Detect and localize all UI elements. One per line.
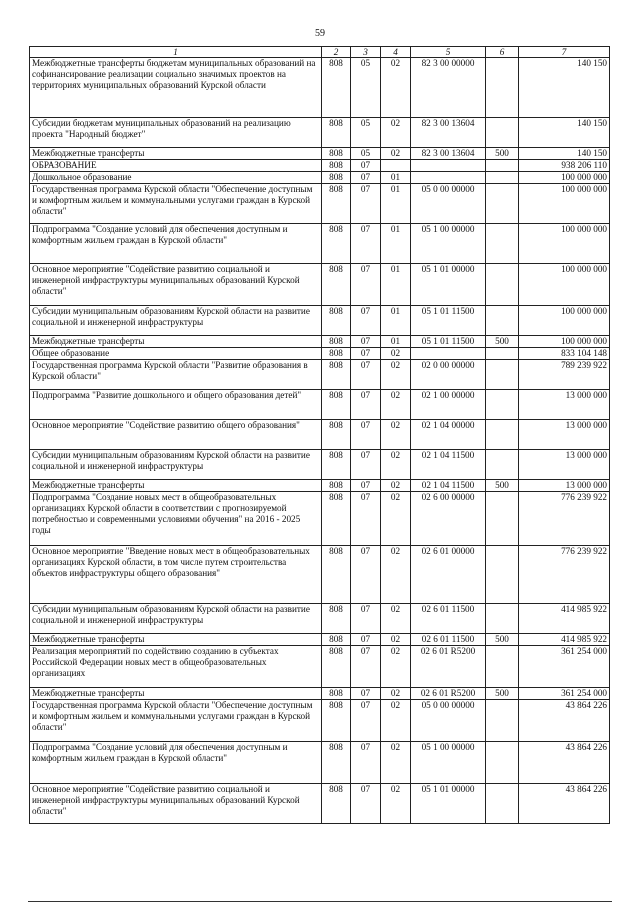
row-pr: 02 [381,700,411,742]
budget-table [29,46,610,824]
row-pr: 02 [381,742,411,784]
row-csr: 05 0 00 00000 [411,700,486,742]
row-sum: 414 985 922 [519,634,610,646]
row-name: Государственная программа Курской области "Обеспечение доступным и комфортным жильем и коммунальными услугами граждан в Курской области" [30,700,322,742]
row-gr: 808 [322,784,351,824]
row-sum: 100 000 000 [519,224,610,264]
row-rz: 07 [351,784,381,824]
row-pr: 02 [381,784,411,824]
row-sum: 43 864 226 [519,784,610,824]
row-rz: 07 [351,224,381,264]
row-pr: 02 [381,348,411,360]
header-row [30,47,610,58]
row-csr: 05 1 00 00000 [411,742,486,784]
row-csr: 05 1 01 11500 [411,336,486,348]
row-rz: 07 [351,336,381,348]
row-csr: 02 1 00 00000 [411,390,486,420]
table-row [30,420,610,450]
row-gr: 808 [322,420,351,450]
row-gr: 808 [322,604,351,634]
row-name: Субсидии муниципальным образованиям Курской области на развитие социальной и инженерной инфраструктуры [30,450,322,480]
row-pr: 02 [381,450,411,480]
row-gr: 808 [322,118,351,148]
header-cell: 6 [486,47,519,58]
row-pr: 02 [381,492,411,546]
row-sum: 43 864 226 [519,742,610,784]
row-gr: 808 [322,450,351,480]
table-row [30,148,610,160]
row-pr: 02 [381,390,411,420]
row-name: Общее образование [30,348,322,360]
row-vr: 500 [486,688,519,700]
row-pr: 01 [381,306,411,336]
row-sum: 100 000 000 [519,264,610,306]
row-rz: 07 [351,420,381,450]
row-vr [486,58,519,118]
row-csr: 02 6 01 00000 [411,546,486,604]
row-pr: 02 [381,688,411,700]
row-rz: 07 [351,634,381,646]
table-row [30,634,610,646]
table-body [30,58,610,824]
table-row [30,172,610,184]
row-csr: 02 1 04 11500 [411,480,486,492]
row-csr: 02 1 04 00000 [411,420,486,450]
row-vr [486,700,519,742]
table-row [30,360,610,390]
row-gr: 808 [322,336,351,348]
row-pr: 02 [381,148,411,160]
row-pr: 02 [381,480,411,492]
row-sum: 43 864 226 [519,700,610,742]
row-rz: 07 [351,264,381,306]
row-rz: 07 [351,688,381,700]
table-row [30,546,610,604]
row-sum: 100 000 000 [519,306,610,336]
row-gr: 808 [322,348,351,360]
row-vr [486,546,519,604]
row-vr [486,348,519,360]
row-rz: 07 [351,390,381,420]
row-rz: 07 [351,306,381,336]
row-csr [411,172,486,184]
row-name: Подпрограмма "Создание новых мест в общеобразовательных организациях Курской области в соответствии с прогнозируемой потребностью и современными условиями обучения" на 2016 - 2025 годы [30,492,322,546]
row-vr [486,184,519,224]
row-name: ОБРАЗОВАНИЕ [30,160,322,172]
row-gr: 808 [322,546,351,604]
row-vr [486,224,519,264]
row-csr: 02 6 01 R5200 [411,646,486,688]
row-name: Подпрограмма "Создание условий для обеспечения доступным и комфортным жильем граждан в Курской области" [30,742,322,784]
row-rz: 05 [351,58,381,118]
row-rz: 07 [351,742,381,784]
row-sum: 414 985 922 [519,604,610,634]
row-sum: 776 239 922 [519,546,610,604]
row-sum: 100 000 000 [519,172,610,184]
row-csr: 82 3 00 13604 [411,118,486,148]
row-csr: 05 1 01 00000 [411,784,486,824]
row-rz: 07 [351,646,381,688]
row-gr: 808 [322,634,351,646]
row-pr: 02 [381,646,411,688]
table-row [30,492,610,546]
row-name: Основное мероприятие "Содействие развитию социальной и инженерной инфраструктуры муниципальных образований Курской области" [30,264,322,306]
row-name: Межбюджетные трансферты [30,688,322,700]
header-cell: 4 [381,47,411,58]
row-pr: 02 [381,420,411,450]
row-vr [486,118,519,148]
row-gr: 808 [322,58,351,118]
row-name: Субсидии бюджетам муниципальных образований на реализацию проекта "Народный бюджет" [30,118,322,148]
row-name: Межбюджетные трансферты [30,480,322,492]
table-row [30,160,610,172]
table-row [30,604,610,634]
table-row [30,390,610,420]
row-gr: 808 [322,184,351,224]
row-gr: 808 [322,700,351,742]
row-pr: 01 [381,264,411,306]
row-vr [486,742,519,784]
row-gr: 808 [322,492,351,546]
row-name: Основное мероприятие "Содействие развитию социальной и инженерной инфраструктуры муниципальных образований Курской области" [30,784,322,824]
row-pr: 01 [381,184,411,224]
row-rz: 07 [351,184,381,224]
row-name: Межбюджетные трансферты [30,634,322,646]
table-row [30,118,610,148]
row-sum: 361 254 000 [519,646,610,688]
header-cell: 2 [322,47,351,58]
row-csr: 02 6 01 R5200 [411,688,486,700]
row-pr: 02 [381,604,411,634]
row-gr: 808 [322,172,351,184]
row-sum: 100 000 000 [519,336,610,348]
page-bottom-rule [28,901,612,902]
header-cell: 3 [351,47,381,58]
row-rz: 07 [351,450,381,480]
row-sum: 13 000 000 [519,420,610,450]
row-gr: 808 [322,742,351,784]
row-rz: 07 [351,160,381,172]
row-gr: 808 [322,224,351,264]
row-rz: 07 [351,480,381,492]
table-row [30,700,610,742]
row-pr: 02 [381,360,411,390]
table-row [30,58,610,118]
row-vr: 500 [486,480,519,492]
row-rz: 07 [351,604,381,634]
table-row [30,306,610,336]
row-rz: 05 [351,118,381,148]
row-name: Государственная программа Курской области "Обеспечение доступным и комфортным жильем и коммунальными услугами граждан в Курской области" [30,184,322,224]
row-sum: 13 000 000 [519,480,610,492]
row-name: Межбюджетные трансферты [30,336,322,348]
row-pr: 02 [381,634,411,646]
row-csr [411,160,486,172]
row-name: Реализация мероприятий по содействию созданию в субъектах Российской Федерации новых мест в общеобразовательных организациях [30,646,322,688]
row-gr: 808 [322,360,351,390]
row-pr [381,160,411,172]
row-csr: 05 0 00 00000 [411,184,486,224]
header-cell: 1 [30,47,322,58]
row-csr: 82 3 00 13604 [411,148,486,160]
row-name: Межбюджетные трансферты [30,148,322,160]
row-vr [486,264,519,306]
row-vr [486,646,519,688]
row-sum: 13 000 000 [519,390,610,420]
row-name: Основное мероприятие "Введение новых мест в общеобразовательных организациях Курской области, в том числе путем строительства объектов инфраструктуры общего образования" [30,546,322,604]
row-pr: 02 [381,118,411,148]
row-rz: 07 [351,348,381,360]
row-gr: 808 [322,480,351,492]
row-rz: 07 [351,360,381,390]
row-pr: 01 [381,224,411,264]
row-vr [486,450,519,480]
row-sum: 140 150 [519,58,610,118]
row-name: Подпрограмма "Создание условий для обеспечения доступным и комфортным жильем граждан в Курской области" [30,224,322,264]
row-gr: 808 [322,390,351,420]
row-gr: 808 [322,148,351,160]
table-row [30,742,610,784]
row-gr: 808 [322,688,351,700]
row-sum: 100 000 000 [519,184,610,224]
row-gr: 808 [322,306,351,336]
page-number: 59 [315,28,325,39]
row-vr [486,160,519,172]
row-pr: 02 [381,58,411,118]
table-row [30,480,610,492]
table-row [30,336,610,348]
table-row [30,348,610,360]
row-name: Межбюджетные трансферты бюджетам муниципальных образований на софинансирование реализации социально значимых проектов на территориях муниципальных образований Курской области [30,58,322,118]
row-vr [486,360,519,390]
row-rz: 07 [351,492,381,546]
row-vr [486,172,519,184]
row-vr: 500 [486,336,519,348]
table-row [30,184,610,224]
table-row [30,450,610,480]
table-row [30,646,610,688]
row-csr: 02 6 00 00000 [411,492,486,546]
row-name: Дошкольное образование [30,172,322,184]
row-sum: 833 104 148 [519,348,610,360]
row-csr: 82 3 00 00000 [411,58,486,118]
row-vr: 500 [486,148,519,160]
row-csr: 02 6 01 11500 [411,634,486,646]
row-csr: 05 1 01 11500 [411,306,486,336]
row-vr: 500 [486,634,519,646]
row-csr: 05 1 01 00000 [411,264,486,306]
table-row [30,784,610,824]
row-rz: 07 [351,546,381,604]
table-row [30,688,610,700]
row-csr [411,348,486,360]
row-sum: 789 239 922 [519,360,610,390]
row-vr [486,492,519,546]
row-sum: 140 150 [519,118,610,148]
row-name: Субсидии муниципальным образованиям Курской области на развитие социальной и инженерной инфраструктуры [30,306,322,336]
row-gr: 808 [322,646,351,688]
header-cell: 7 [519,47,610,58]
row-csr: 02 1 04 11500 [411,450,486,480]
row-sum: 140 150 [519,148,610,160]
row-rz: 05 [351,148,381,160]
row-name: Основное мероприятие "Содействие развитию общего образования" [30,420,322,450]
table-row [30,224,610,264]
row-vr [486,390,519,420]
row-name: Подпрограмма "Развитие дошкольного и общего образования детей" [30,390,322,420]
row-name: Субсидии муниципальным образованиям Курской области на развитие социальной и инженерной инфраструктуры [30,604,322,634]
row-vr [486,604,519,634]
row-gr: 808 [322,160,351,172]
row-sum: 938 206 110 [519,160,610,172]
row-vr [486,306,519,336]
row-csr: 05 1 00 00000 [411,224,486,264]
row-rz: 07 [351,172,381,184]
row-sum: 13 000 000 [519,450,610,480]
row-pr: 02 [381,546,411,604]
row-pr: 01 [381,336,411,348]
row-sum: 776 239 922 [519,492,610,546]
row-vr [486,784,519,824]
header-cell: 5 [411,47,486,58]
row-pr: 01 [381,172,411,184]
row-csr: 02 0 00 00000 [411,360,486,390]
table-row [30,264,610,306]
row-gr: 808 [322,264,351,306]
row-csr: 02 6 01 11500 [411,604,486,634]
row-sum: 361 254 000 [519,688,610,700]
row-vr [486,420,519,450]
row-name: Государственная программа Курской области "Развитие образования в Курской области" [30,360,322,390]
row-rz: 07 [351,700,381,742]
